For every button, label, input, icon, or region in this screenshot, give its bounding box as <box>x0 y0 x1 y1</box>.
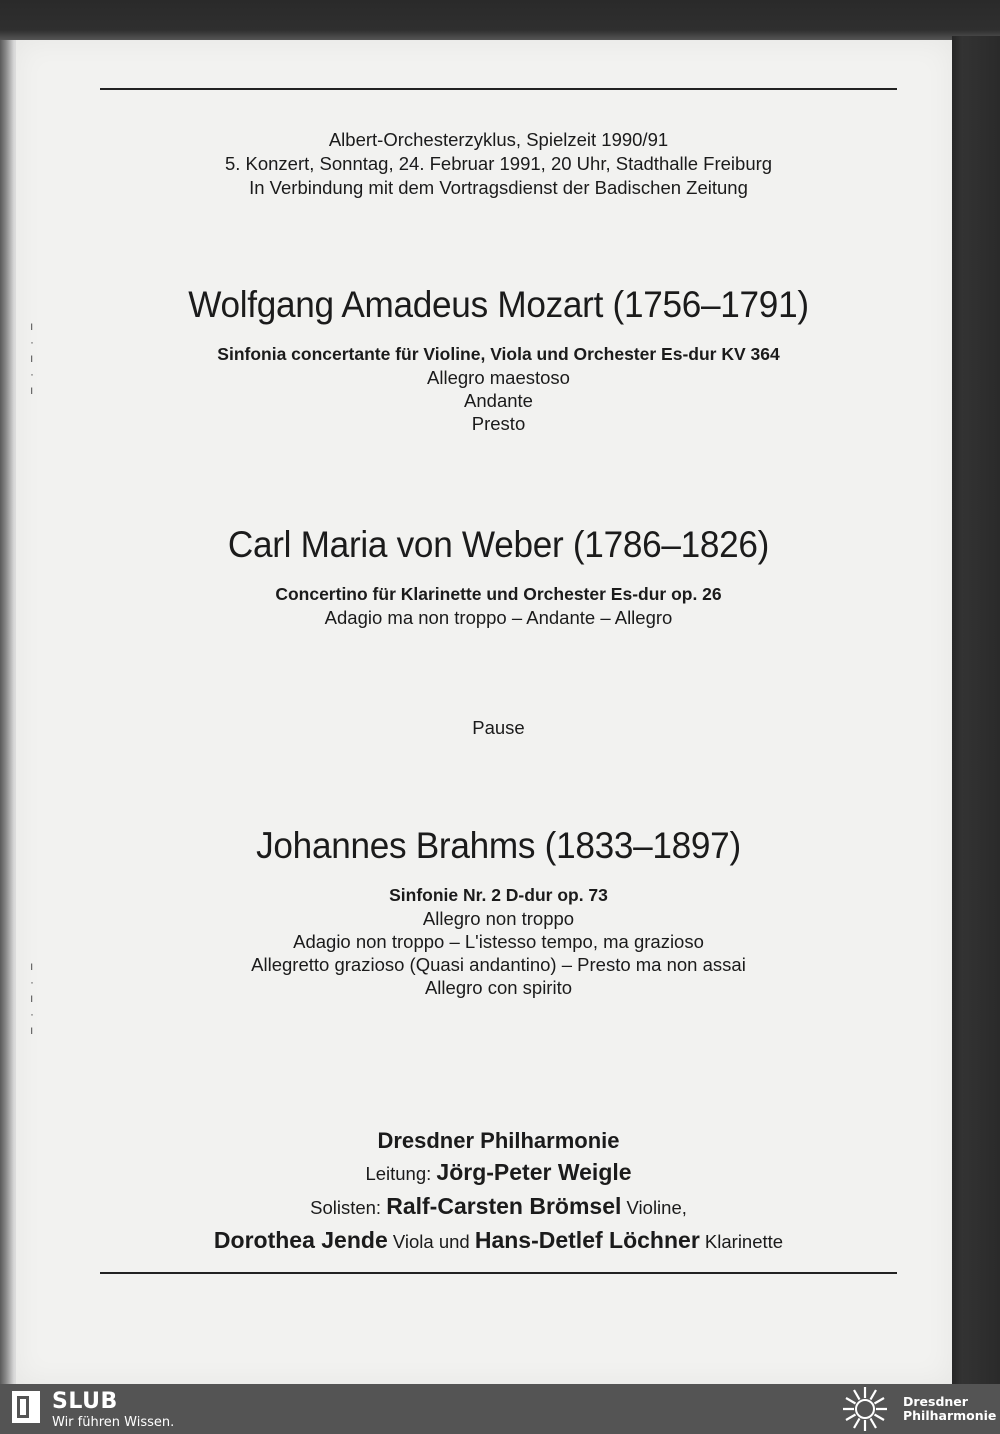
top-rule <box>100 88 897 90</box>
movement: Allegro maestoso <box>427 367 570 388</box>
soloist-name: Ralf-Carsten Brömsel <box>386 1193 622 1219</box>
piece-brahms <box>100 824 897 999</box>
header-line: Albert-Orchesterzyklus, Spielzeit 1990/91 <box>328 129 669 150</box>
philharmonie-logo-icon[interactable] <box>840 1385 890 1433</box>
movement: Adagio ma non troppo – Andante – Allegro <box>324 607 673 628</box>
soloist-instrument: Violine, <box>626 1197 687 1218</box>
movement: Presto <box>471 413 526 434</box>
scan-top-shadow <box>0 0 1000 40</box>
header-line: 5. Konzert, Sonntag, 24. Februar 1991, 20 Uhr, Stadthalle Freiburg <box>224 153 773 174</box>
orchestra-name: Dresdner Philharmonie <box>377 1128 620 1153</box>
intermission <box>100 716 897 740</box>
composer-heading: Carl Maria von Weber (1786–1826) <box>227 524 770 565</box>
composer-heading: Johannes Brahms (1833–1897) <box>256 825 741 866</box>
soloists-label: Solisten: <box>310 1197 382 1218</box>
piece-weber <box>100 523 897 629</box>
soloist-name: Dorothea Jende <box>213 1227 388 1253</box>
pause-label: Pause <box>472 717 525 738</box>
movement: Allegretto grazioso (Quasi andantino) – Presto ma non assai <box>251 954 746 975</box>
binding-marks-upper: ı · ı · ı <box>30 319 34 397</box>
composer-heading: Wolfgang Amadeus Mozart (1756–1791) <box>188 284 809 325</box>
slub-logo-icon[interactable] <box>12 1391 40 1423</box>
header-line: In Verbindung mit dem Vortragsdienst der Badischen Zeitung <box>249 177 748 198</box>
performers <box>100 1126 897 1258</box>
work-title: Sinfonie Nr. 2 D-dur op. 73 <box>389 885 608 905</box>
partner-name-line2: Philharmonie <box>903 1408 997 1423</box>
soloists-line <box>100 1190 897 1224</box>
movement: Allegro con spirito <box>424 977 573 998</box>
soloist-instrument: Klarinette <box>704 1231 784 1252</box>
conductor-name: Jörg-Peter Weigle <box>436 1159 632 1185</box>
footer-bar <box>0 1384 1000 1434</box>
work-title: Sinfonia concertante für Violine, Viola und Orchester Es-dur KV 364 <box>217 344 780 364</box>
work-title: Concertino für Klarinette und Orchester Es-dur op. 26 <box>275 584 722 604</box>
binding-marks-lower: ı · ı · ı <box>30 959 34 1037</box>
piece-mozart <box>100 283 897 435</box>
partner-name-line1: Dresdner <box>903 1394 968 1409</box>
movement: Adagio non troppo – L'istesso tempo, ma grazioso <box>293 931 704 952</box>
partner-name <box>903 1395 996 1423</box>
soloist-name: Hans-Detlef Löchner <box>474 1227 700 1253</box>
soloists-line <box>100 1224 897 1258</box>
conductor-line <box>100 1156 897 1190</box>
concert-header <box>100 128 897 200</box>
bottom-rule <box>100 1272 897 1274</box>
soloist-instrument: Viola und <box>392 1231 470 1252</box>
movement: Andante <box>464 390 533 411</box>
movement: Allegro non troppo <box>422 908 575 929</box>
library-slogan: Wir führen Wissen. <box>52 1415 175 1430</box>
conductor-label: Leitung: <box>365 1163 432 1184</box>
library-name[interactable]: SLUB <box>52 1389 118 1414</box>
scan-right-shadow <box>952 36 1000 1384</box>
